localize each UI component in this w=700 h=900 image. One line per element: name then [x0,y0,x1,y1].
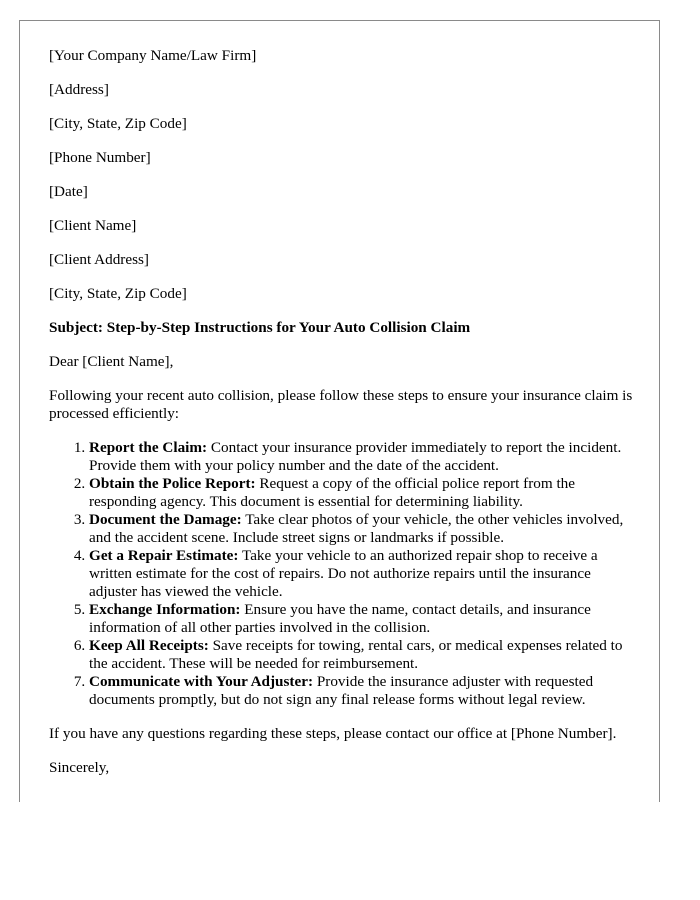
sender-phone: [Phone Number] [49,149,151,166]
sender-company: [Your Company Name/Law Firm] [49,47,257,64]
step-text: Contact your insurance provider immediately to report the incident. Provide them with your policy number and the date of the accident. [89,439,622,474]
step-text: Take clear photos of your vehicle, the other vehicles involved, and the accident scene. Include street signs or landmarks if possible. [89,511,624,546]
step-title: Get a Repair Estimate: [89,547,239,564]
step-text: Request a copy of the official police report from the responding agency. This document is essential for determining liability. [89,475,576,510]
recipient-address: [Client Address] [49,251,149,268]
sender-city-state-zip: [City, State, Zip Code] [49,115,187,132]
letter-page [19,20,660,802]
closing-paragraph: If you have any questions regarding these steps, please contact our office at [Phone Number]. [49,725,617,742]
letter-greeting: Dear [Client Name], [49,353,174,370]
list-item [89,475,634,511]
step-title: Exchange Information: [89,601,241,618]
step-text: Take your vehicle to an authorized repair shop to receive a written estimate for the cost of repairs. Do not authorize repairs until the insurance adjuster has viewed the vehicle. [89,547,598,600]
letter-content [49,47,634,793]
list-item [89,637,634,673]
letter-signoff: Sincerely, [49,759,110,776]
step-title: Keep All Receipts: [89,637,209,654]
list-item [89,439,634,475]
recipient-city-state-zip: [City, State, Zip Code] [49,285,187,302]
list-item [89,547,634,601]
list-item [89,673,634,709]
letter-date: [Date] [49,183,88,200]
list-item [89,601,634,637]
step-text: Provide the insurance adjuster with requested documents promptly, but do not sign any final release forms without legal review. [89,673,594,708]
step-title: Report the Claim: [89,439,208,456]
step-text: Ensure you have the name, contact details, and insurance information of all other parties involved in the collision. [89,601,591,636]
list-item [89,511,634,547]
sender-address: [Address] [49,81,109,98]
recipient-name: [Client Name] [49,217,137,234]
step-title: Obtain the Police Report: [89,475,256,492]
letter-subject: Subject: Step-by-Step Instructions for Your Auto Collision Claim [49,319,471,336]
step-title: Document the Damage: [89,511,242,528]
intro-paragraph: Following your recent auto collision, please follow these steps to ensure your insurance claim is processed efficiently: [49,387,633,422]
step-text: Save receipts for towing, rental cars, or medical expenses related to the accident. These will be needed for reimbursement. [89,637,623,672]
step-title: Communicate with Your Adjuster: [89,673,314,690]
steps-list [49,439,634,709]
